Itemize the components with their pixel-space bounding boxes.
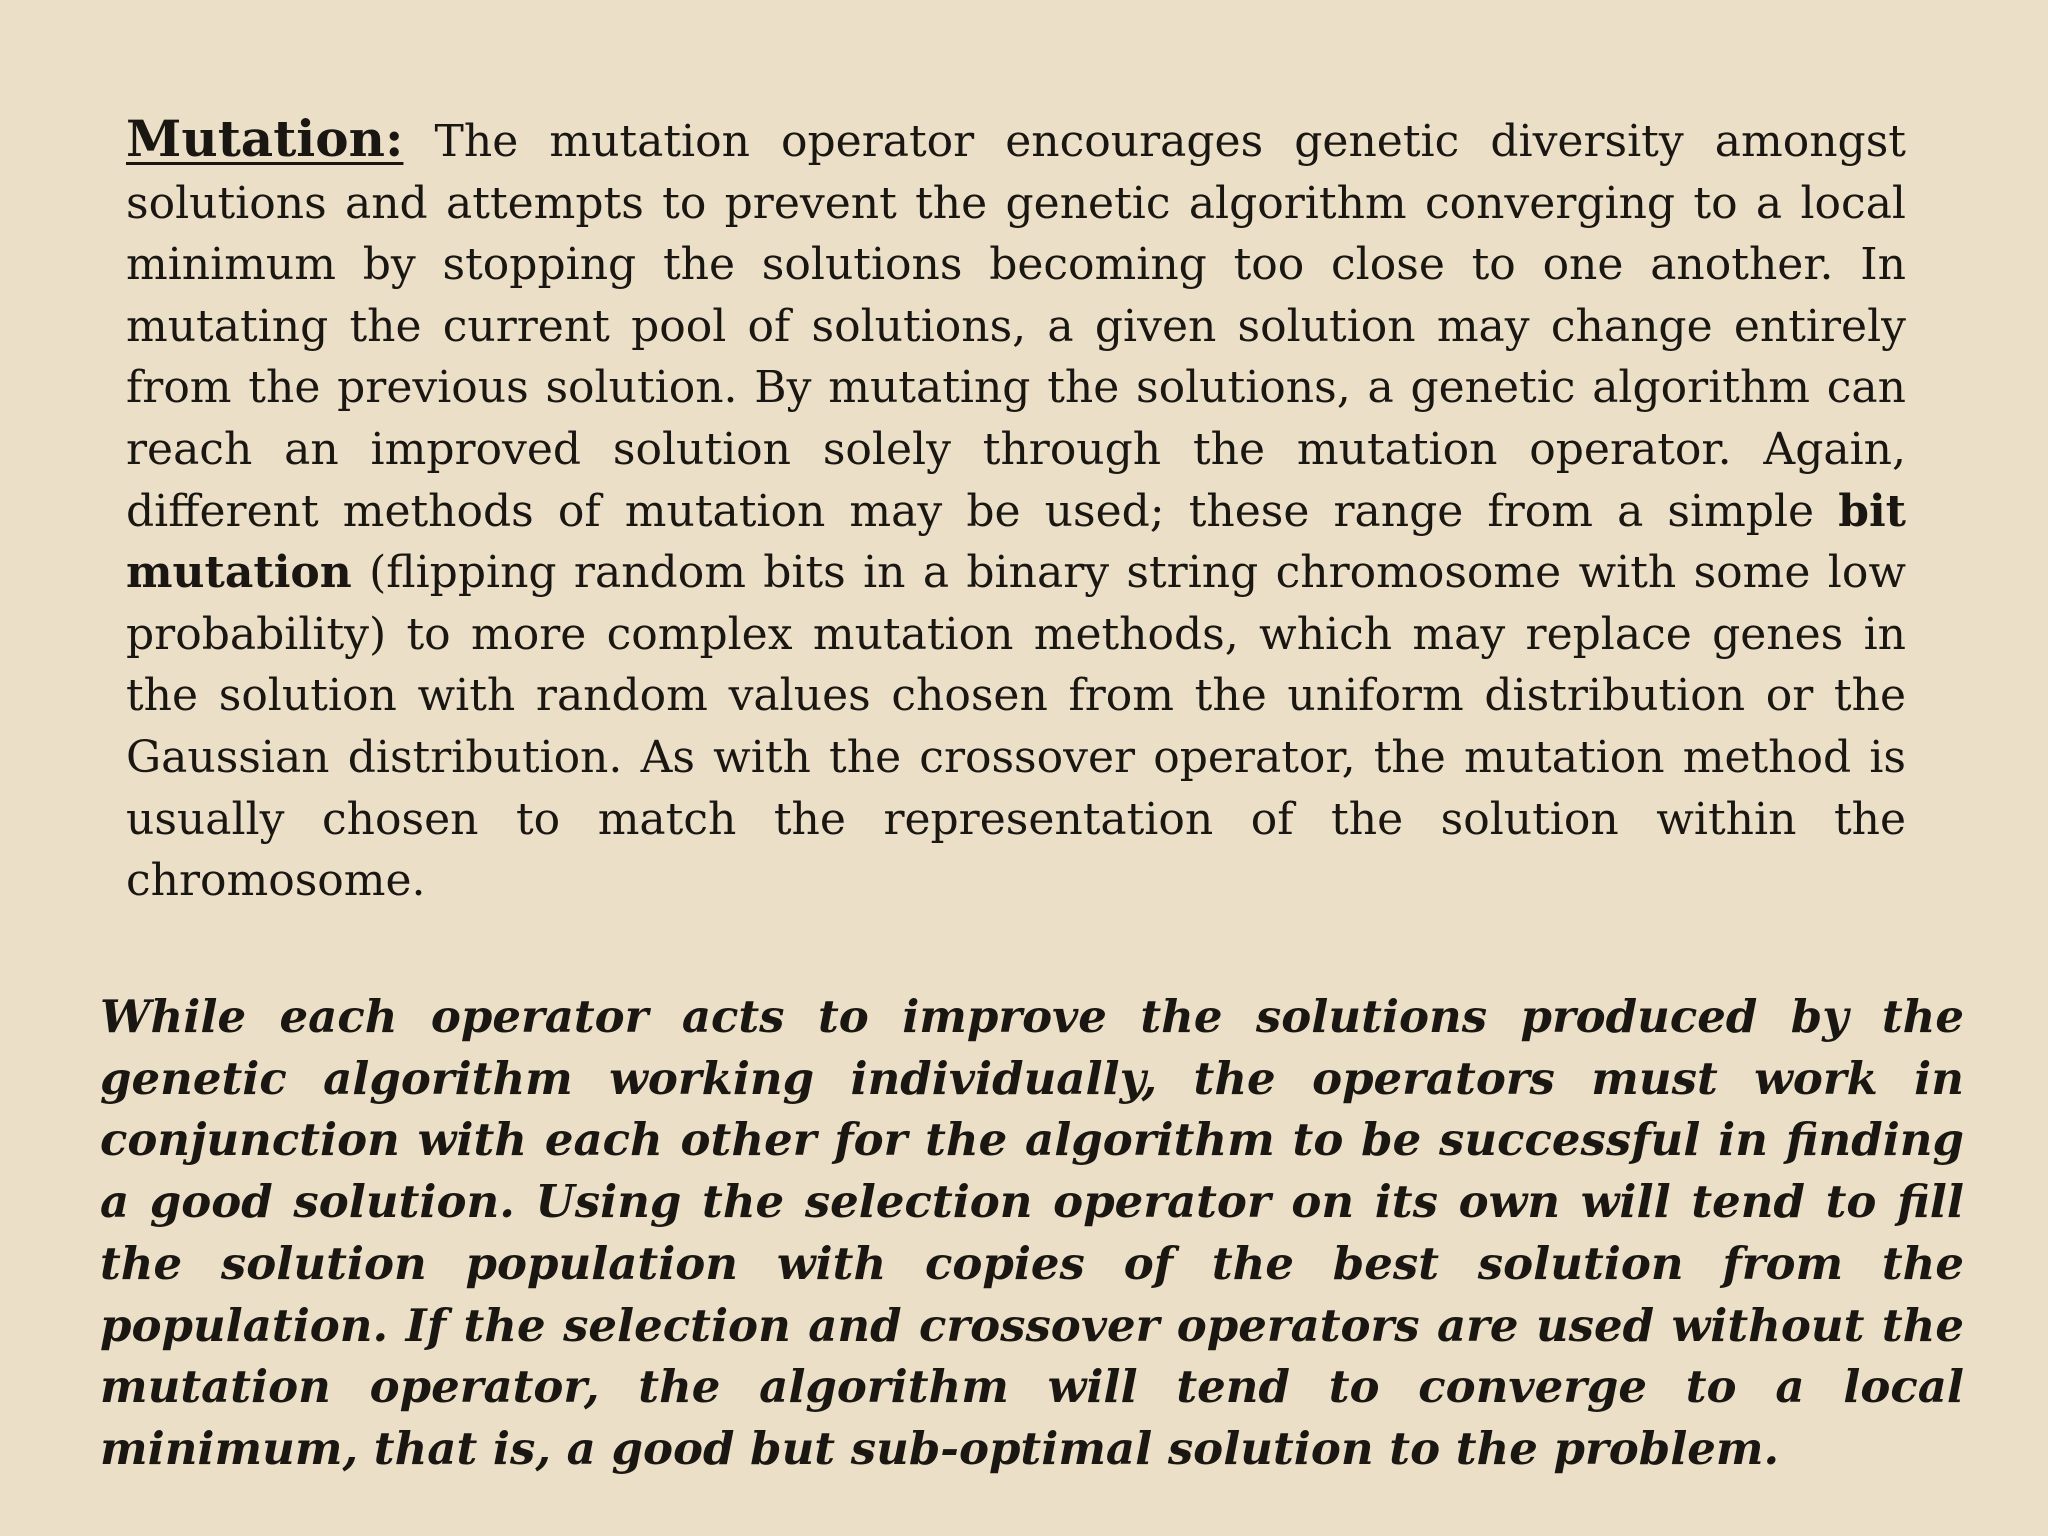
mutation-heading: Mutation: <box>126 109 404 168</box>
bit-mutation-term: bit mutation <box>126 485 1906 599</box>
mutation-text-part-2: (flipping random bits in a binary string chromosome with some low probability) to more complex mutation methods, which may replace genes in the solution with random values chosen from the uniform distribution or the Gaussian distribution. As with the crossover operator, the mutation method is usually chosen to match the representation of the solution within the chromosome. <box>126 547 1906 907</box>
mutation-paragraph <box>126 108 1906 912</box>
summary-paragraph: While each operator acts to improve the solutions produced by the genetic algorithm working individually, the operators must work in conjunction with each other for the algorithm to be successful in finding a good solution. Using the selection operator on its own will tend to fill the solution population with copies of the best solution from the population. If the selection and crossover operators are used without the mutation operator, the algorithm will tend to converge to a local minimum, that is, a good but sub-optimal solution to the problem. <box>100 990 1964 1475</box>
mutation-text-part-1: The mutation operator encourages genetic diversity amongst solutions and attempts to prevent the genetic algorithm converging to a local minimum by stopping the solutions becoming too close to one another. In mutating the current pool of solutions, a given solution may change entirely from the previous solution. By mutating the solutions, a genetic algorithm can reach an improved solution solely through the mutation operator. Again, different methods of mutation may be used; these range from a simple <box>126 116 1906 537</box>
